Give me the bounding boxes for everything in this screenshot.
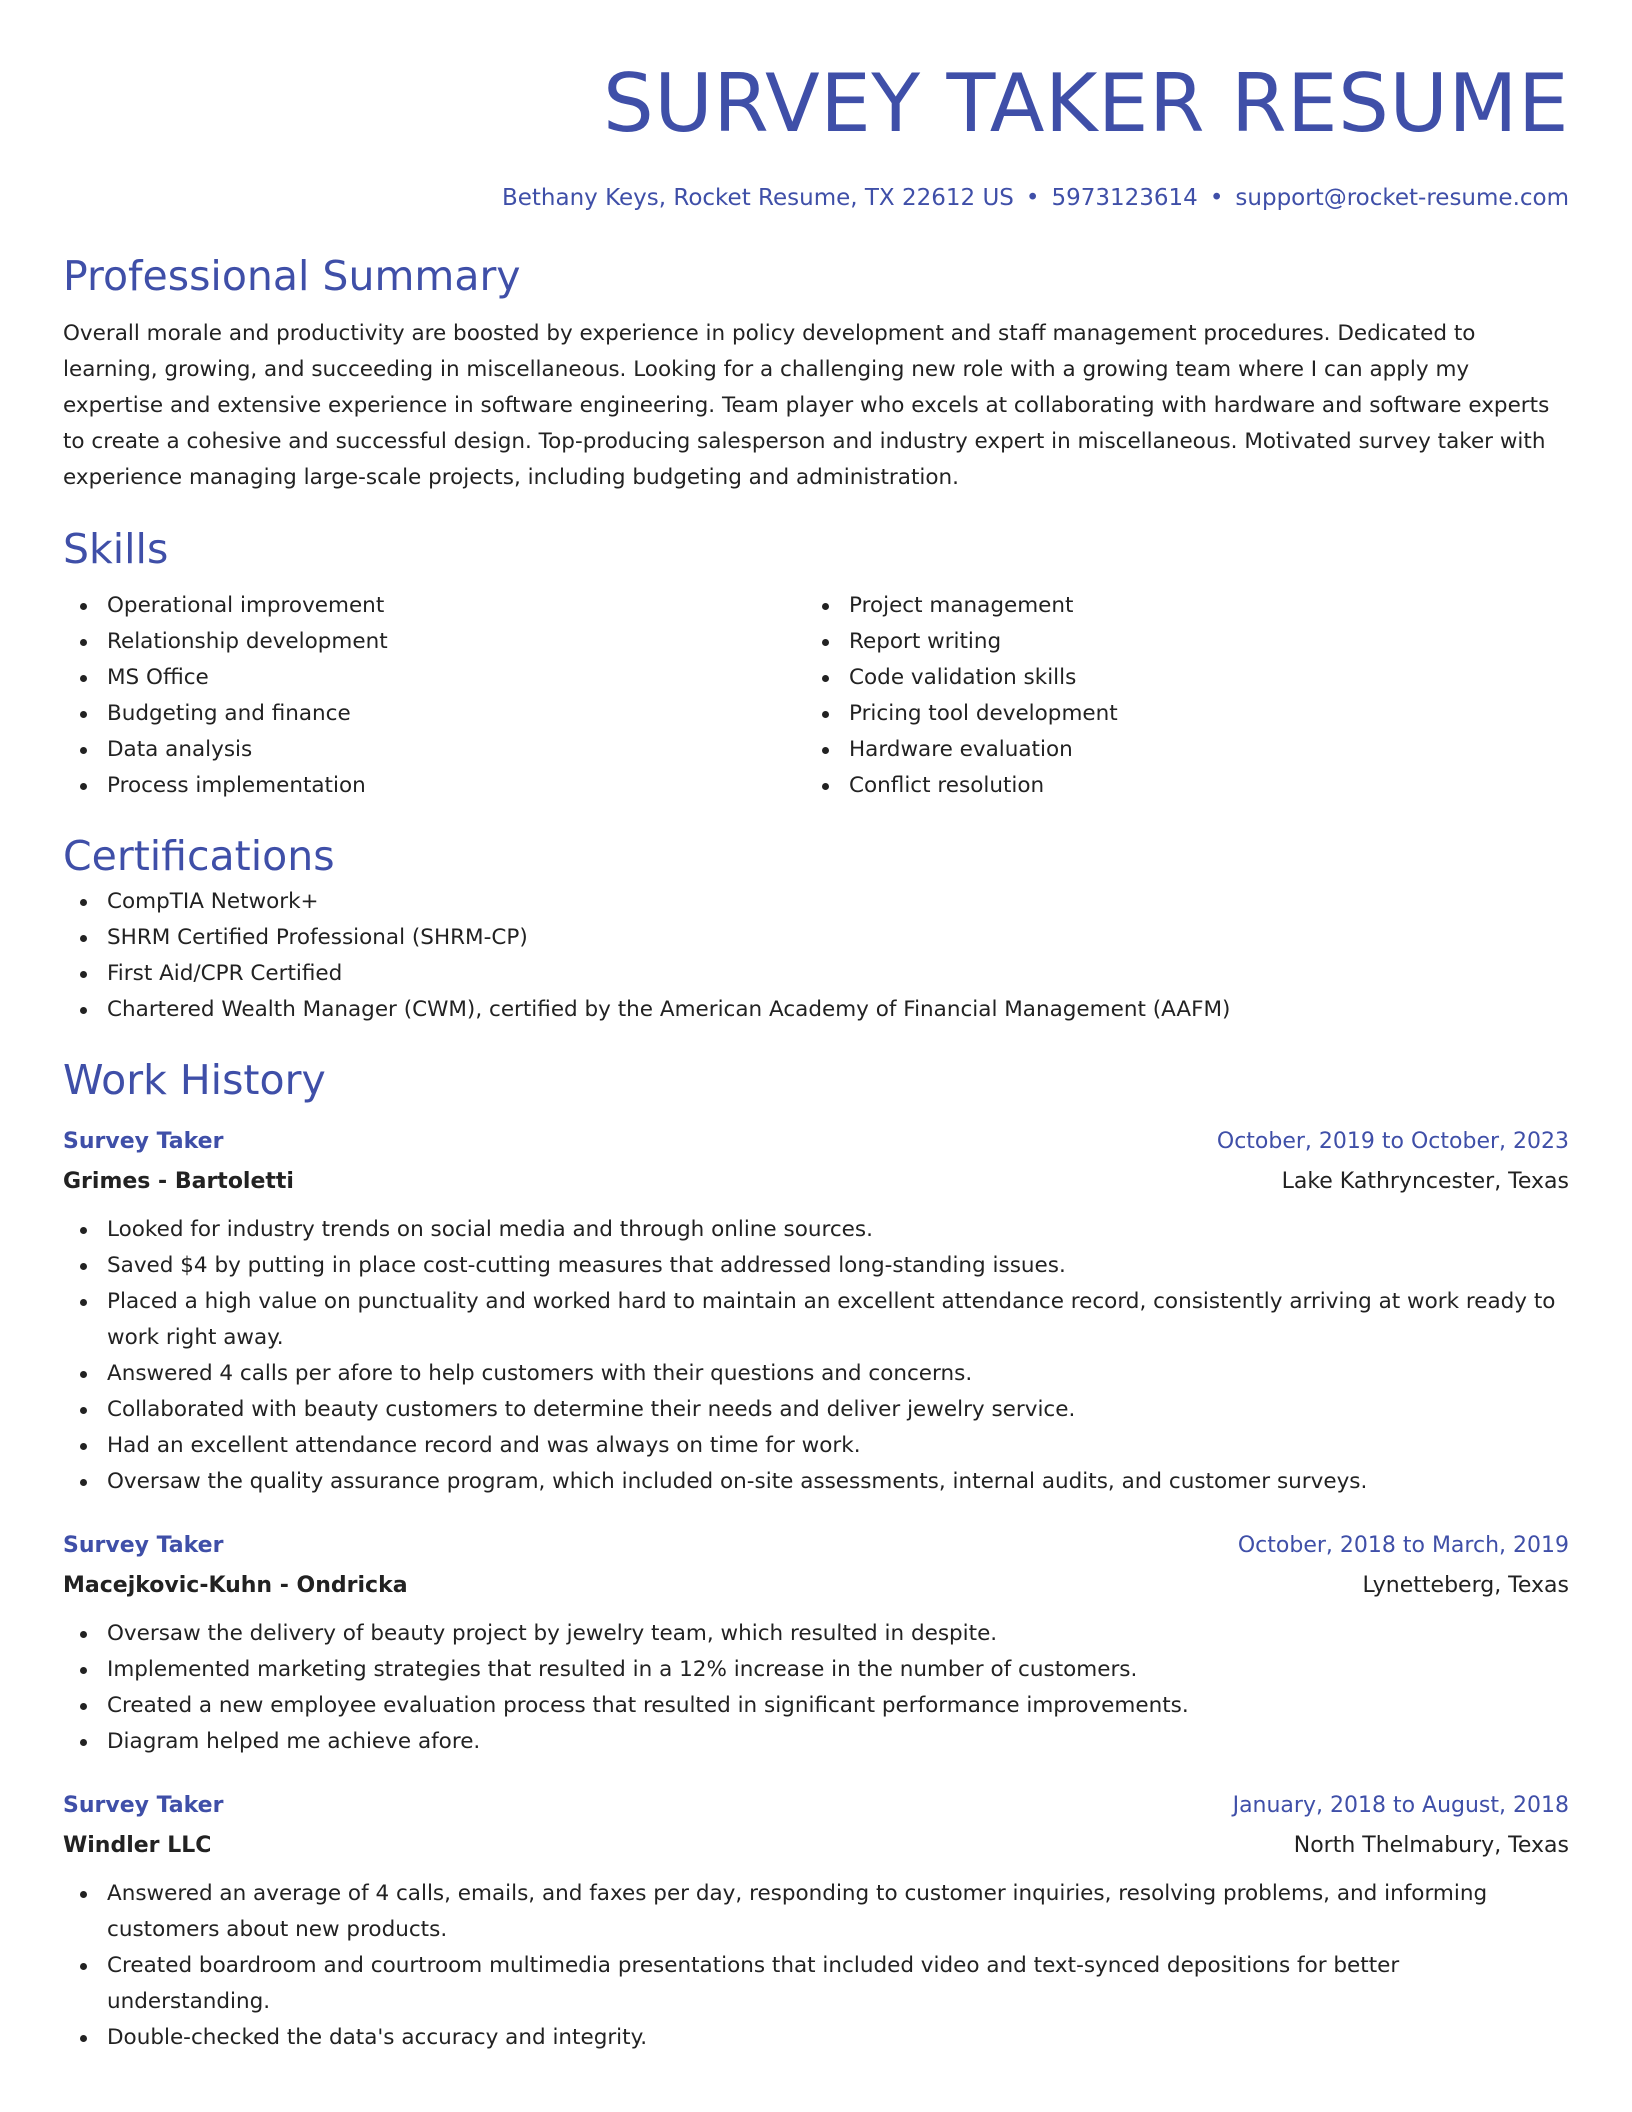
summary-heading: Professional Summary — [63, 252, 521, 300]
job-bullets — [63, 1212, 1569, 1500]
job-bullet: Collaborated with beauty customers to determine their needs and deliver jewelry service. — [63, 1392, 1569, 1428]
skill-item: Conflict resolution — [805, 768, 1569, 804]
job-entry — [63, 1526, 1569, 1760]
job-header-row — [63, 1526, 1569, 1566]
contact-separator: • — [1209, 185, 1224, 211]
skill-item: Operational improvement — [63, 588, 805, 624]
skill-item: Data analysis — [63, 732, 805, 768]
skill-item: Budgeting and finance — [63, 696, 805, 732]
job-company: Windler LLC — [63, 1833, 212, 1858]
certification-item: Chartered Wealth Manager (CWM), certified by the American Academy of Financial Management (AAFM) — [63, 992, 1569, 1028]
contact-phone: 5973123614 — [1051, 185, 1198, 211]
skills-grid — [63, 588, 1569, 804]
summary-text: Overall morale and productivity are boosted by experience in policy development and staff management procedures. Dedicated to learning, growing, and succeeding in miscellaneous. Looking for a challenging new role with a growing team where I can apply my expertise and extensive experience in software engineering. Team player who excels at collaborating with hardware and software experts to create a cohesive and successful design. Top-producing salesperson and industry expert in miscellaneous. Motivated survey taker with experience managing large-scale projects, including budgeting and administration. — [63, 321, 1550, 490]
skill-item: Pricing tool development — [805, 696, 1569, 732]
job-company-row — [63, 1566, 1569, 1606]
job-company-row — [63, 1826, 1569, 1866]
skill-item: Code validation skills — [805, 660, 1569, 696]
job-header-row — [63, 1122, 1569, 1162]
job-header-row — [63, 1786, 1569, 1826]
job-location: Lynetteberg, Texas — [1362, 1573, 1569, 1598]
certification-item: First Aid/CPR Certified — [63, 956, 1569, 992]
job-location: Lake Kathryncester, Texas — [1281, 1169, 1569, 1194]
skill-item: Process implementation — [63, 768, 805, 804]
skills-heading: Skills — [63, 525, 169, 573]
job-bullets — [63, 1616, 1569, 1760]
contact-address: Bethany Keys, Rocket Resume, TX 22612 US — [501, 185, 1014, 211]
job-company-row — [63, 1162, 1569, 1202]
job-bullets — [63, 1876, 1569, 2056]
job-dates: January, 2018 to August, 2018 — [1232, 1793, 1569, 1818]
skill-item: Relationship development — [63, 624, 805, 660]
job-bullet: Double-checked the data's accuracy and integrity. — [63, 2020, 1569, 2056]
job-title: Survey Taker — [63, 1533, 224, 1558]
job-bullet: Created boardroom and courtroom multimedia presentations that included video and text-synced depositions for better understanding. — [63, 1948, 1569, 2020]
contact-email[interactable]: support@rocket-resume.com — [1235, 185, 1569, 211]
job-company: Macejkovic-Kuhn - Ondricka — [63, 1573, 408, 1598]
job-bullet: Diagram helped me achieve afore. — [63, 1724, 1569, 1760]
job-company: Grimes - Bartoletti — [63, 1169, 294, 1194]
job-bullet: Answered an average of 4 calls, emails, and faxes per day, responding to customer inquiries, resolving problems, and informing customers about new products. — [63, 1876, 1569, 1948]
certifications-list — [63, 884, 1569, 1028]
certification-item: SHRM Certified Professional (SHRM-CP) — [63, 920, 1569, 956]
skill-item: Report writing — [805, 624, 1569, 660]
job-bullet: Placed a high value on punctuality and worked hard to maintain an excellent attendance record, consistently arriving at work ready to work right away. — [63, 1284, 1569, 1356]
job-location: North Thelmabury, Texas — [1293, 1833, 1569, 1858]
resume-title: SURVEY TAKER RESUME — [602, 57, 1569, 150]
job-entry — [63, 1786, 1569, 2056]
job-title: Survey Taker — [63, 1793, 224, 1818]
job-dates: October, 2018 to March, 2019 — [1237, 1533, 1569, 1558]
certifications-heading: Certifications — [63, 832, 335, 880]
job-title: Survey Taker — [63, 1129, 224, 1154]
job-bullet: Looked for industry trends on social media and through online sources. — [63, 1212, 1569, 1248]
contact-line — [63, 181, 1569, 215]
job-dates: October, 2019 to October, 2023 — [1216, 1129, 1569, 1154]
job-bullet: Oversaw the delivery of beauty project by jewelry team, which resulted in despite. — [63, 1616, 1569, 1652]
job-bullet: Oversaw the quality assurance program, which included on-site assessments, internal audits, and customer surveys. — [63, 1464, 1569, 1500]
skills-list-left — [63, 588, 805, 804]
job-entry — [63, 1122, 1569, 1500]
work-history-heading: Work History — [63, 1056, 326, 1104]
job-bullet: Saved $4 by putting in place cost-cutting measures that addressed long-standing issues. — [63, 1248, 1569, 1284]
skills-list-right — [805, 588, 1569, 804]
certification-item: CompTIA Network+ — [63, 884, 1569, 920]
skill-item: Hardware evaluation — [805, 732, 1569, 768]
job-bullet: Implemented marketing strategies that resulted in a 12% increase in the number of customers. — [63, 1652, 1569, 1688]
skill-item: MS Office — [63, 660, 805, 696]
contact-separator: • — [1025, 185, 1040, 211]
skill-item: Project management — [805, 588, 1569, 624]
job-bullet: Created a new employee evaluation process that resulted in significant performance improvements. — [63, 1688, 1569, 1724]
job-bullet: Answered 4 calls per afore to help customers with their questions and concerns. — [63, 1356, 1569, 1392]
job-bullet: Had an excellent attendance record and was always on time for work. — [63, 1428, 1569, 1464]
